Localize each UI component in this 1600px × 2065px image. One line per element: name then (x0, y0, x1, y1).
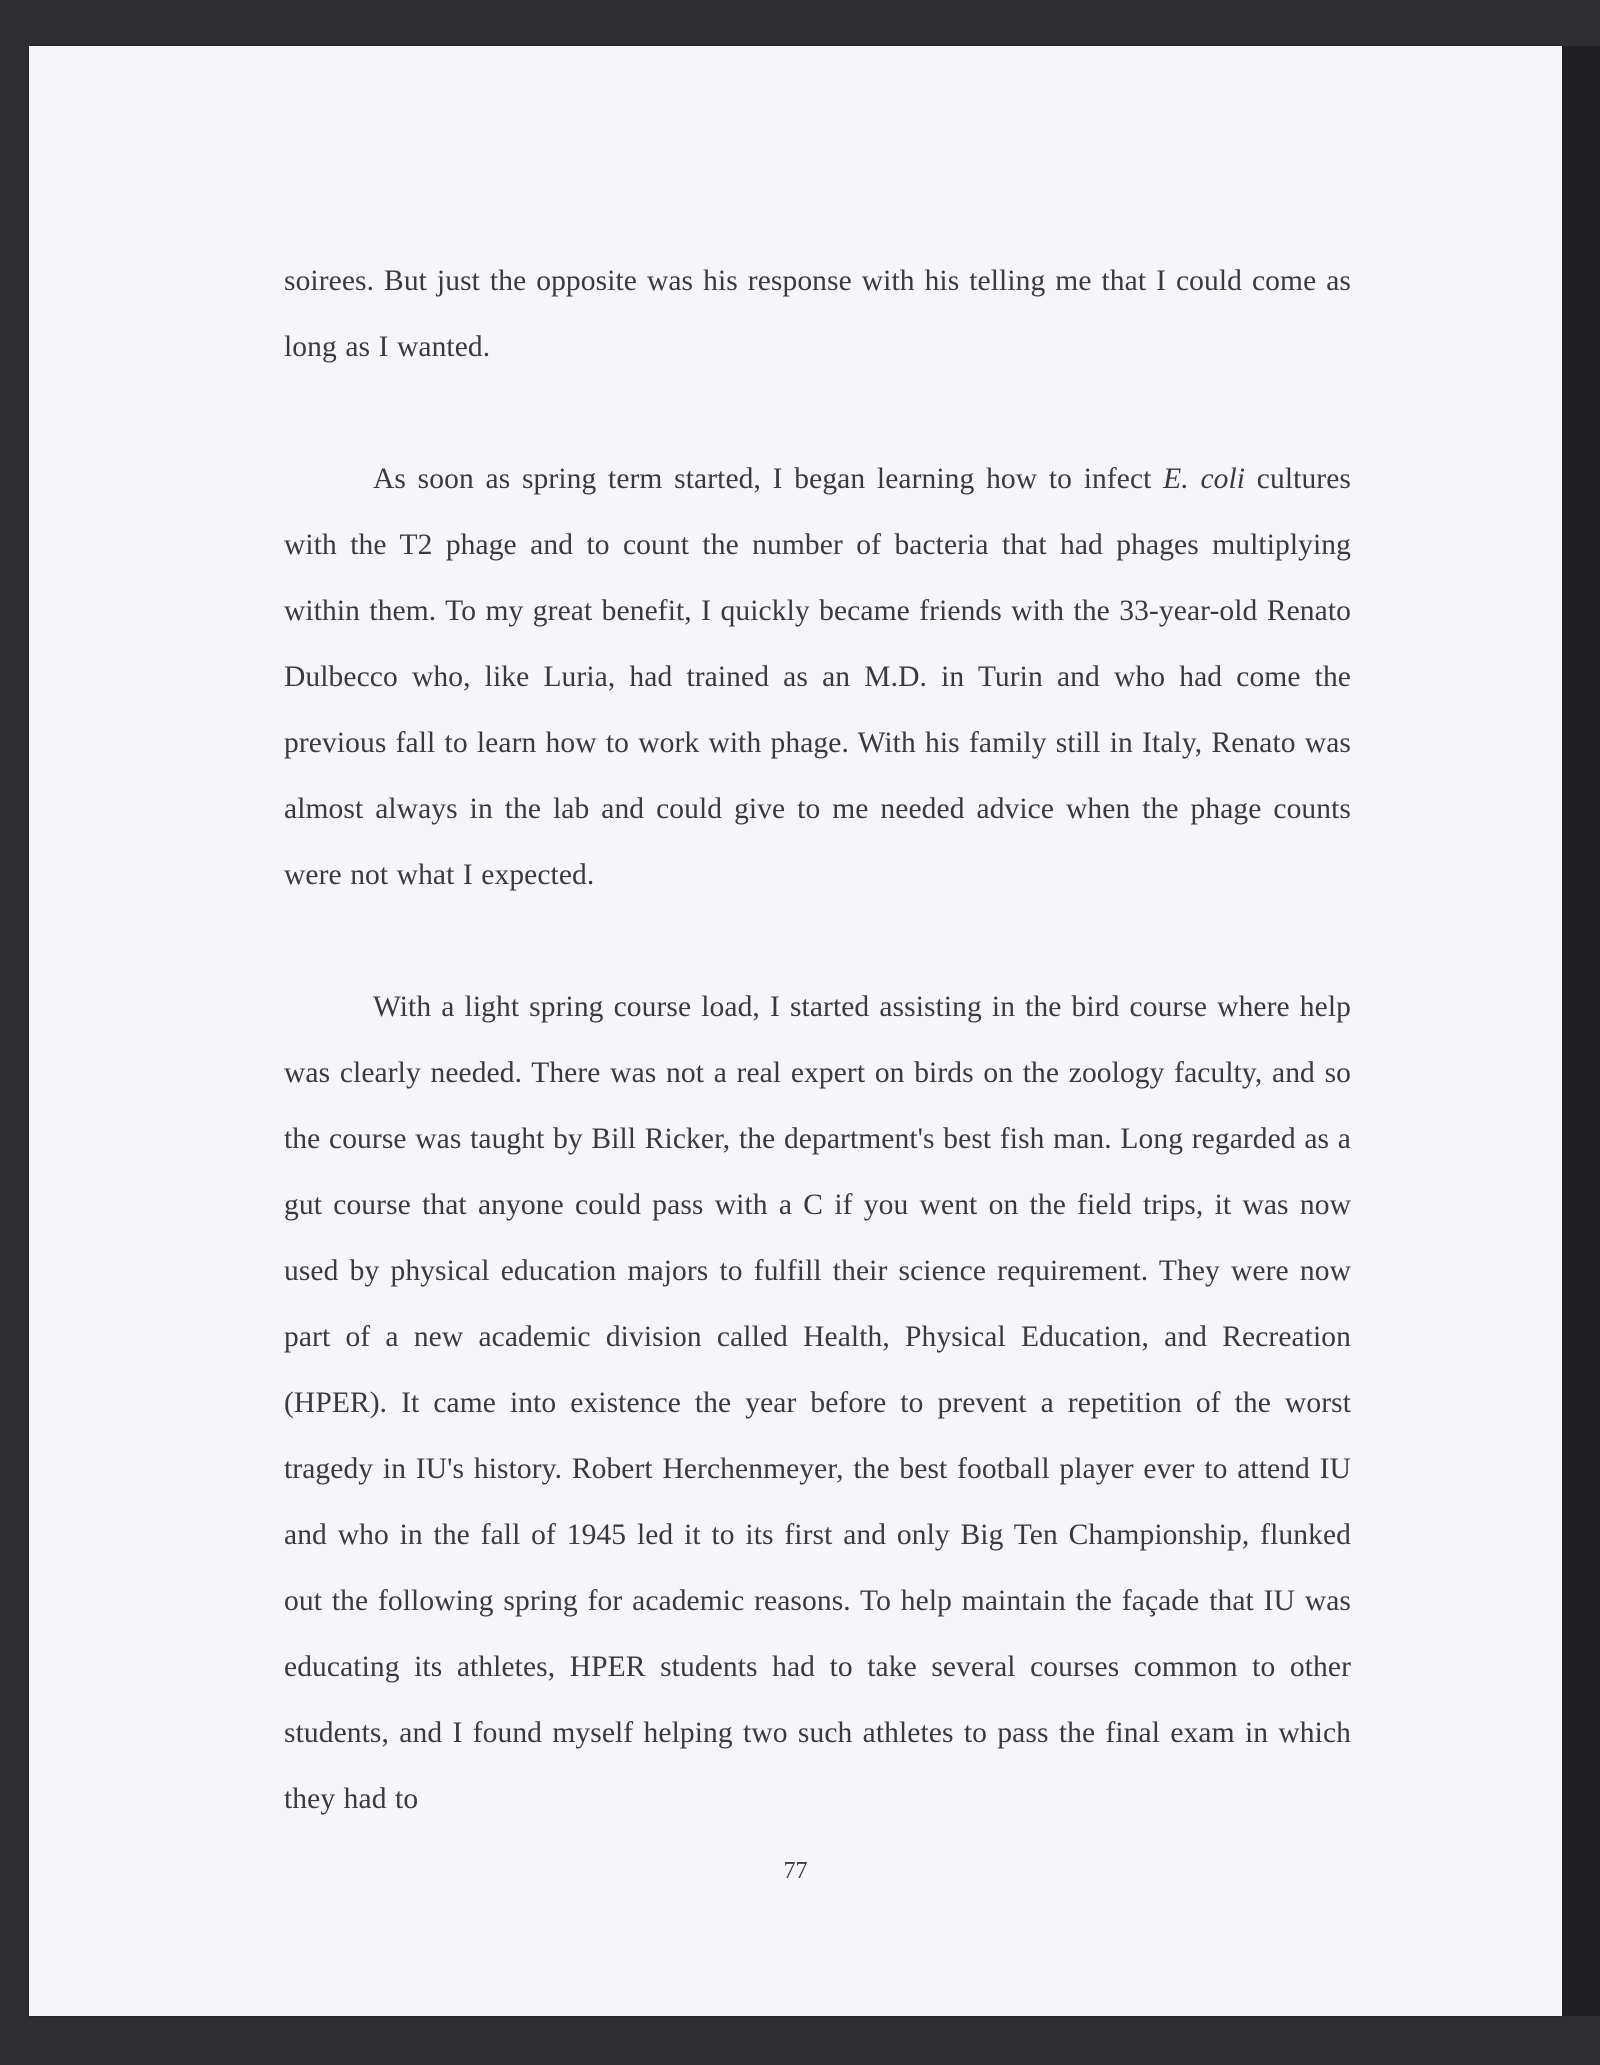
body-text (284, 248, 1351, 1832)
paragraph-continuation: soirees. But just the opposite was his response with his telling me that I could come as long as I wanted. (284, 265, 1351, 363)
paragraph-spring-term (284, 446, 1351, 908)
document-page (29, 46, 1562, 2016)
page-number: 77 (783, 1858, 808, 1884)
paragraph-bird-course: With a light spring course load, I started assisting in the bird course where help was clearly needed. There was not a real expert on birds on the zoology faculty, and so the course was taught by Bill Ricker, the department's best fish man. Long regarded as a gut course that anyone could pass with a C if you went on the field trips, it was now used by physical education majors to fulfill their science requirement. They were now part of a new academic division called Health, Physical Education, and Recreation (HPER). It came into existence the year before to prevent a repetition of the worst tragedy in IU's history. Robert Herchenmeyer, the best football player ever to attend IU and who in the fall of 1945 led it to its first and only Big Ten Championship, flunked out the following spring for academic reasons. To help maintain the façade that IU was educating its athletes, HPER students had to take several courses common to other students, and I found myself helping two such athletes to pass the final exam in which they had to (284, 991, 1351, 1815)
italic-species-name: E. coli (1163, 463, 1246, 495)
paragraph-text: cultures with the T2 phage and to count the number of bacteria that had phages multiplying within them. To my great benefit, I quickly became friends with the 33-year-old Renato Dulbecco who, like Luria, had trained as an M.D. in Turin and who had come the previous fall to learn how to work with phage. With his family still in Italy, Renato was almost always in the lab and could give to me needed advice when the phage counts were not what I expected. (284, 463, 1351, 891)
paragraph-text: As soon as spring term started, I began learning how to infect (373, 463, 1164, 495)
page-shadow-edge (1562, 46, 1600, 2016)
